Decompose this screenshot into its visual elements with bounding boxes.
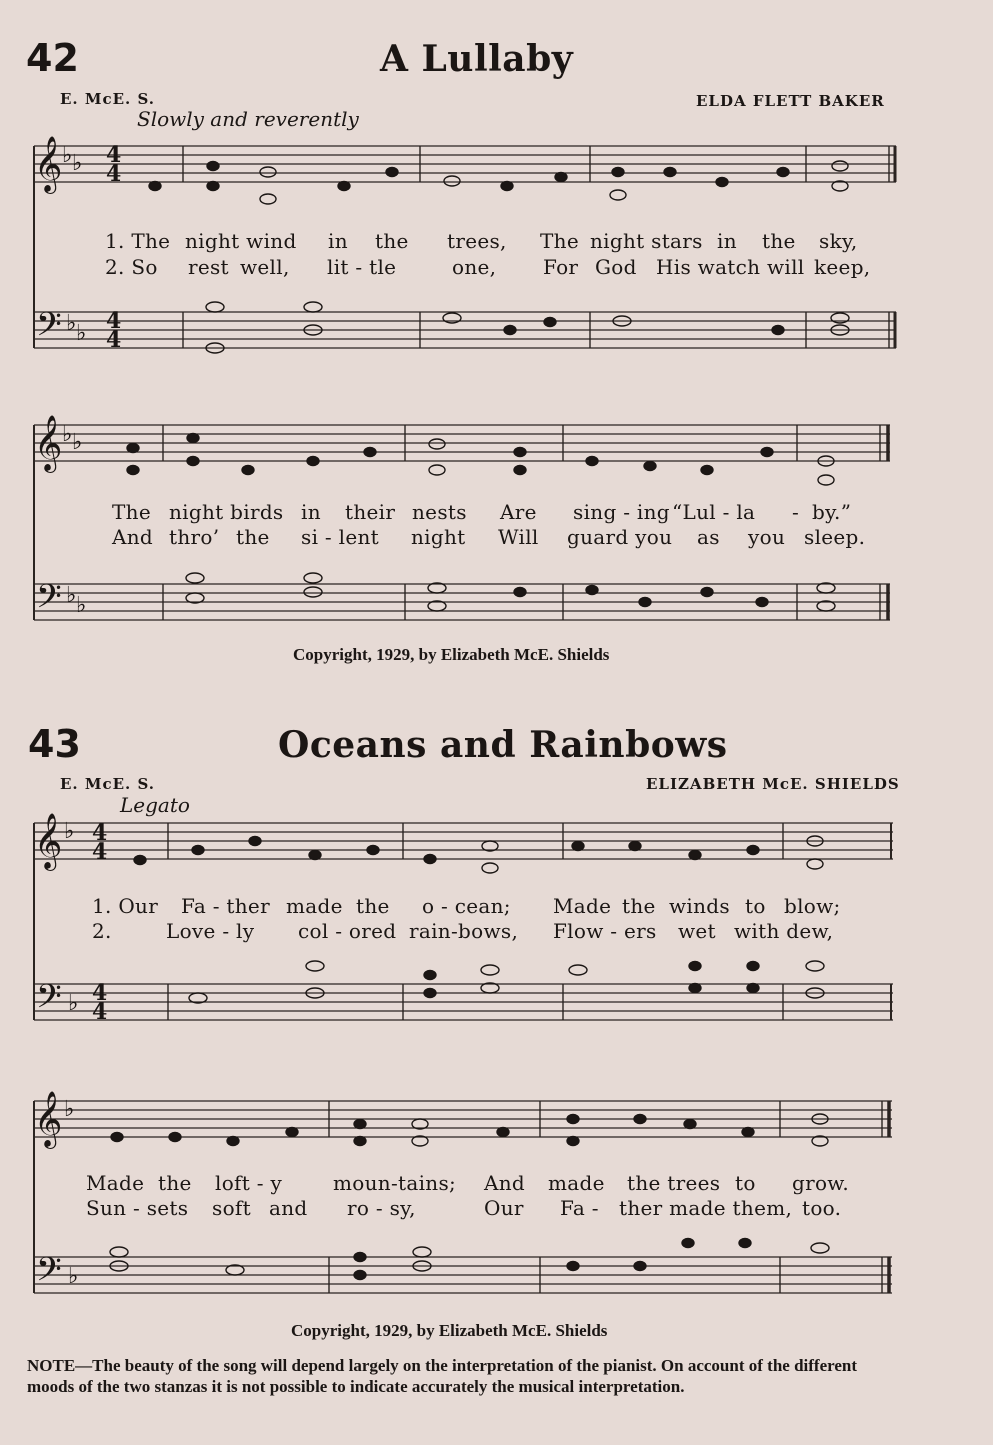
words-credit: E. McE. S. xyxy=(60,90,156,108)
bass-staff xyxy=(34,1257,892,1293)
treble-clef-icon: 𝄞 xyxy=(34,136,63,192)
treble-clef-icon: 𝄞 xyxy=(34,1091,63,1147)
svg-text:♭: ♭ xyxy=(62,143,73,168)
svg-text:♭: ♭ xyxy=(66,311,77,336)
bass-clef-icon: 𝄢 xyxy=(36,578,62,624)
svg-text:4: 4 xyxy=(92,999,108,1025)
copyright-notice: Copyright, 1929, by Elizabeth McE. Shields xyxy=(291,1321,608,1340)
svg-text:♭: ♭ xyxy=(64,819,75,844)
hymn-number: 43 xyxy=(28,722,81,766)
svg-text:4: 4 xyxy=(92,820,108,846)
svg-text:♭: ♭ xyxy=(72,430,83,455)
svg-text:♭: ♭ xyxy=(68,991,79,1016)
treble-staff xyxy=(34,146,896,182)
treble-staff xyxy=(34,1101,892,1137)
svg-text:♭: ♭ xyxy=(68,1264,79,1289)
tempo-marking: Slowly and reverently xyxy=(137,107,359,131)
bass-clef-icon: 𝄢 xyxy=(36,1251,62,1297)
treble-clef-icon: 𝄞 xyxy=(34,813,63,869)
hymn-title: A Lullaby xyxy=(380,38,574,80)
bass-staff xyxy=(34,312,896,348)
words-credit: E. McE. S. xyxy=(60,775,156,793)
svg-text:♭: ♭ xyxy=(64,1097,75,1122)
bass-clef-icon: 𝄢 xyxy=(36,978,62,1024)
svg-text:♭: ♭ xyxy=(72,151,83,176)
tempo-marking: Legato xyxy=(120,793,190,817)
bass-staff xyxy=(34,984,893,1020)
svg-text:4: 4 xyxy=(106,327,122,353)
treble-clef-icon: 𝄞 xyxy=(34,415,63,471)
copyright-notice: Copyright, 1929, by Elizabeth McE. Shields xyxy=(293,645,610,664)
svg-text:4: 4 xyxy=(92,980,108,1006)
hymn-number: 42 xyxy=(26,36,79,80)
music-credit: ELIZABETH McE. SHIELDS xyxy=(646,775,900,793)
svg-text:4: 4 xyxy=(106,142,122,168)
music-credit: ELDA FLETT BAKER xyxy=(696,92,885,110)
svg-text:♭: ♭ xyxy=(76,321,87,346)
svg-text:♭: ♭ xyxy=(76,593,87,618)
treble-staff xyxy=(34,823,893,859)
svg-text:4: 4 xyxy=(92,839,108,865)
svg-text:♭: ♭ xyxy=(66,583,77,608)
svg-text:4: 4 xyxy=(106,161,122,187)
performance-note: NOTE—The beauty of the song will depend largely on the interpretation of the pianist. On account of the different moods of the two stanzas it is not possible to indicate accurately the musical interpretation. xyxy=(27,1356,858,1396)
svg-text:4: 4 xyxy=(106,308,122,334)
hymn-title: Oceans and Rainbows xyxy=(278,724,728,766)
svg-text:♭: ♭ xyxy=(62,422,73,447)
bass-clef-icon: 𝄢 xyxy=(36,306,62,352)
